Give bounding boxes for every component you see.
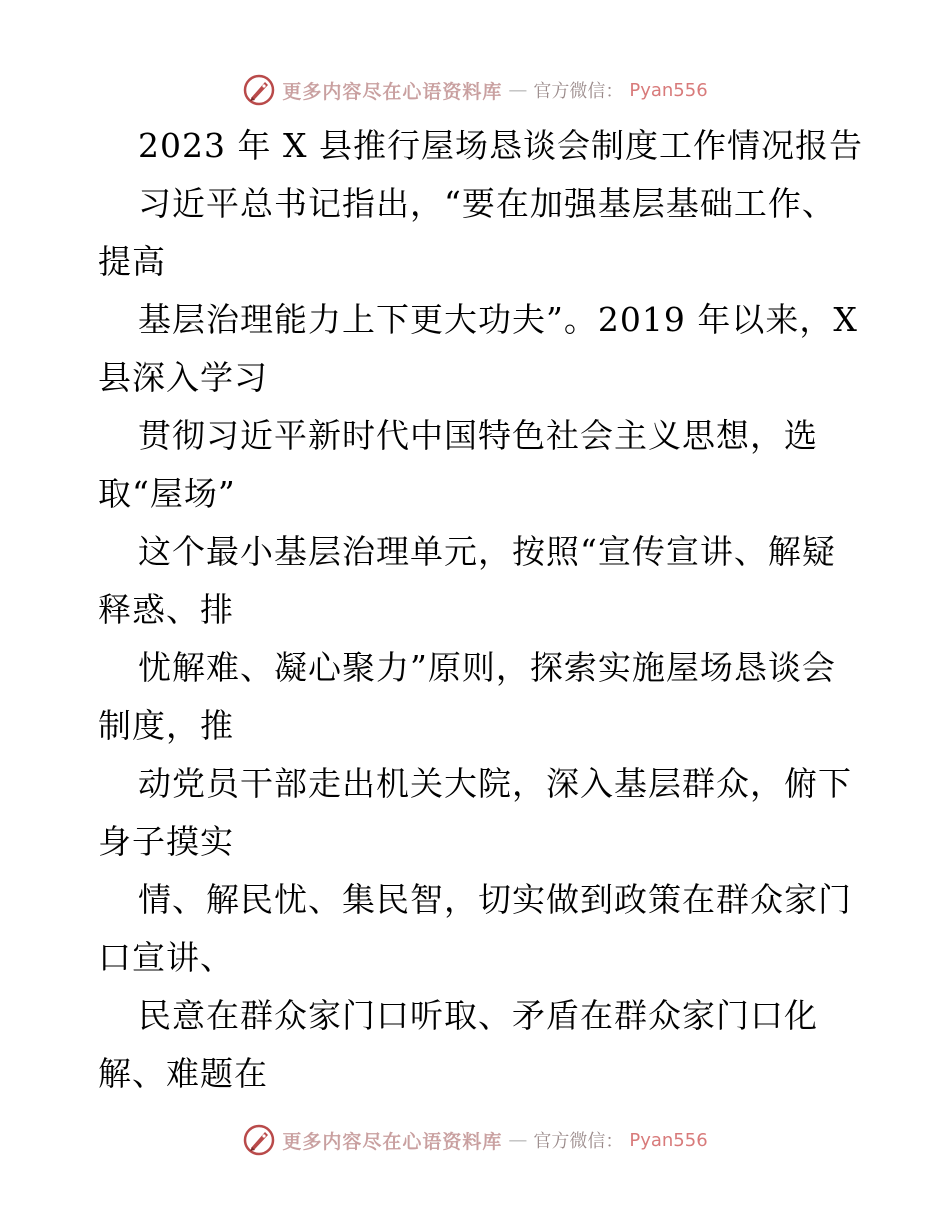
quill-pen-icon (242, 1123, 276, 1157)
paragraph-line: 习近平总书记指出，“要在加强基层基础工作、 (138, 184, 836, 223)
paragraph-line: 县深入学习 (98, 358, 268, 397)
watermark-contact-id: Pyan556 (629, 79, 708, 101)
paragraph-line: 身子摸实 (98, 822, 234, 861)
watermark-text: 更多内容尽在心语资料库 (282, 1130, 503, 1153)
paragraph-line: 贯彻习近平新时代中国特色社会主义思想，选 (138, 416, 818, 455)
paragraph-line: 口宣讲、 (98, 938, 234, 977)
paragraph-line: 取“屋场” (98, 474, 236, 513)
paragraph-line: 释惑、排 (98, 590, 234, 629)
quill-pen-icon (242, 73, 276, 107)
paragraph-line: 民意在群众家门口听取、矛盾在群众家门口化 (138, 996, 818, 1035)
paragraph-line: 这个最小基层治理单元，按照“宣传宣讲、解疑 (138, 532, 836, 571)
paragraph-line: 情、解民忧、集民智，切实做到政策在群众家门 (138, 880, 852, 919)
paragraph-line: 提高 (98, 242, 166, 281)
paragraph-line: 忧解难、凝心聚力”原则，探索实施屋场恳谈会 (138, 648, 836, 687)
paragraph-line: 动党员干部走出机关大院，深入基层群众，俯下 (138, 764, 852, 803)
watermark-contact-id: Pyan556 (629, 1129, 708, 1151)
header-watermark (0, 70, 950, 110)
document-title: 2023 年 X 县推行屋场恳谈会制度工作情况报告 (138, 126, 863, 165)
watermark-contact-label: 官方微信： (533, 1131, 624, 1152)
watermark-contact-label: 官方微信： (533, 81, 624, 102)
watermark-text: 更多内容尽在心语资料库 (282, 80, 503, 103)
watermark-separator: — (508, 1129, 528, 1151)
paragraph-line: 基层治理能力上下更大功夫”。2019 年以来，X (138, 300, 858, 339)
paragraph-line: 制度，推 (98, 706, 234, 745)
watermark-separator: — (508, 79, 528, 101)
paragraph-line: 解、难题在 (98, 1054, 268, 1093)
footer-watermark (0, 1120, 950, 1160)
